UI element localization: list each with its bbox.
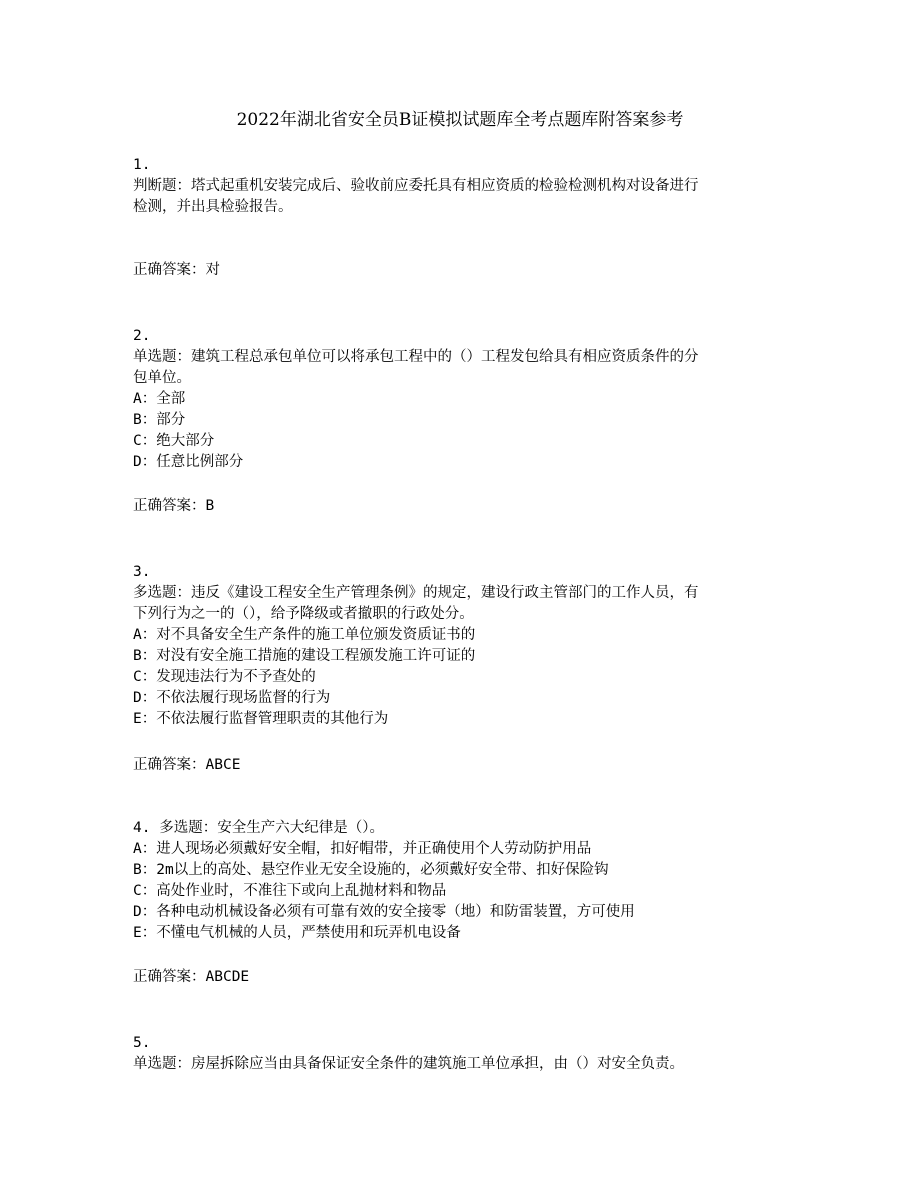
option-b: B：2m以上的高处、悬空作业无安全设施的，必须戴好安全带、扣好保险钩 — [133, 862, 609, 878]
answer-value: ABCE — [205, 757, 241, 773]
option-d: D：任意比例部分 — [133, 454, 244, 470]
question-stem-line: 判断题：塔式起重机安装完成后、验收前应委托具有相应资质的检验检测机构对设备进行 — [133, 178, 699, 194]
option-c: C：高处作业时，不准往下或向上乱抛材料和物品 — [133, 883, 447, 899]
question-number: 2. — [133, 328, 151, 344]
answer-line — [133, 260, 220, 281]
answer-value: 对 — [205, 262, 220, 278]
answer-value: ABCDE — [205, 969, 250, 985]
question-header-line — [133, 818, 384, 839]
question-number: 3. — [133, 564, 151, 580]
option-c: C：发现违法行为不予查处的 — [133, 669, 316, 685]
question-stem-line: 单选题：房屋拆除应当由具备保证安全条件的建筑施工单位承担，由（）对安全负责。 — [133, 1056, 684, 1072]
option-b: B：对没有安全施工措施的建设工程颁发施工许可证的 — [133, 648, 476, 664]
option-a: A：全部 — [133, 391, 186, 407]
option-e: E：不依法履行监督管理职责的其他行为 — [133, 711, 389, 727]
option-a: A：进人现场必须戴好安全帽，扣好帽带，并正确使用个人劳动防护用品 — [133, 841, 592, 857]
option-d: D：不依法履行现场监督的行为 — [133, 690, 331, 706]
question-stem-line: 多选题：安全生产六大纪律是（）。 — [159, 820, 384, 836]
question-number: 1. — [133, 157, 151, 173]
question-stem-line: 检测，并出具检验报告。 — [133, 199, 293, 215]
question-stem-line: 多选题：违反《建设工程安全生产管理条例》的规定，建设行政主管部门的工作人员，有 — [133, 585, 699, 601]
option-d: D：各种电动机械设备必须有可靠有效的安全接零（地）和防雷装置，方可使用 — [133, 904, 635, 920]
question-number: 4. — [133, 820, 151, 836]
option-b: B：部分 — [133, 412, 186, 428]
answer-value: B — [205, 498, 215, 514]
option-c: C：绝大部分 — [133, 433, 215, 449]
answer-line — [133, 755, 240, 776]
answer-line — [133, 496, 214, 517]
question-stem-line: 包单位。 — [133, 370, 191, 386]
answer-line — [133, 967, 249, 988]
answer-prefix: 正确答案： — [133, 757, 206, 773]
option-e: E：不懂电气机械的人员，严禁使用和玩弄机电设备 — [133, 925, 461, 941]
answer-prefix: 正确答案： — [133, 969, 206, 985]
question-stem-line: 单选题：建筑工程总承包单位可以将承包工程中的（）工程发包给具有相应资质条件的分 — [133, 349, 699, 365]
answer-prefix: 正确答案： — [133, 262, 206, 278]
answer-prefix: 正确答案： — [133, 498, 206, 514]
question-number: 5. — [133, 1035, 151, 1051]
question-stem-line: 下列行为之一的（），给予降级或者撤职的行政处分。 — [133, 606, 474, 622]
document-title: 2022年湖北省安全员B证模拟试题库全考点题库附答案参考 — [236, 110, 684, 130]
option-a: A：对不具备安全生产条件的施工单位颁发资质证书的 — [133, 627, 476, 643]
